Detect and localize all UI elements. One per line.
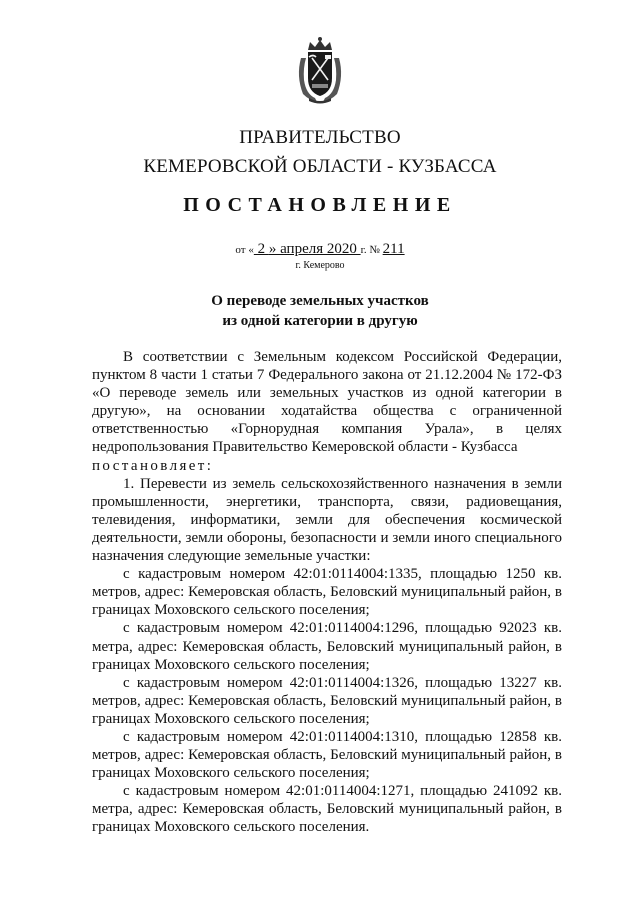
preamble-paragraph: В соответствии с Земельным кодексом Российской Федерации, пунктом 8 части 1 статьи 7 Федерального закона от 21.12.2004 № 172-ФЗ «О переводе земель или земельных участков из одной категории в другую», на основании ходатайства общества с ограниченной ответственностью «Горнорудная компания Урала», в целях недропользования Правительство Кемеровской области - Кузбасса (92, 349, 562, 456)
resolves-word: постановляет: (92, 457, 214, 474)
land-plot-paragraph: с кадастровым номером 42:01:0114004:1271, площадью 241092 кв. метра, адрес: Кемеровская область, Беловский муниципальный район, в границах Моховского сельского поселения. (92, 783, 562, 836)
date-prefix: от « (235, 244, 254, 256)
document-number: 211 (382, 241, 405, 257)
land-plot-paragraph: с кадастровым номером 42:01:0114004:1310, площадью 12858 кв. метров, адрес: Кемеровская область, Беловский муниципальный район, в границах Моховского сельского поселения; (92, 728, 562, 782)
subject-line1: О переводе земельных участков (211, 293, 429, 309)
date-month-year: » апреля 2020 (268, 241, 361, 257)
government-name-line2: КЕМЕРОВСКОЙ ОБЛАСТИ - КУЗБАССА (143, 156, 497, 177)
city-name: г. Кемерово (295, 260, 345, 271)
date-day: 2 (253, 241, 269, 257)
government-name-line1: ПРАВИТЕЛЬСТВО (239, 127, 401, 148)
item-1-paragraph: 1. Перевести из земель сельскохозяйственного назначения в земли промышленности, энергетики, транспорта, связи, радиовещания, телевидения, информатики, земли для обеспечения космической деятельности, земли обороны, безопасности и земли иного специального назначения следующие земельные участки: (92, 475, 562, 565)
number-label: № (366, 244, 383, 256)
land-plot-paragraph: с кадастровым номером 42:01:0114004:1335, площадью 1250 кв. метров, адрес: Кемеровская область, Беловский муниципальный район, в границах Моховского сельского поселения; (92, 566, 562, 619)
document-body (92, 348, 562, 837)
document-type-title: ПОСТАНОВЛЕНИЕ (183, 194, 457, 216)
subject-line2: из одной категории в другую (222, 313, 418, 329)
land-plot-paragraph: с кадастровым номером 42:01:0114004:1326, площадью 13227 кв. метров, адрес: Кемеровская область, Беловский муниципальный район, в границах Моховского сельского поселения; (92, 674, 562, 727)
year-suffix: г. (360, 244, 367, 256)
date-number-line (0, 242, 640, 257)
kuzbass-coat-of-arms-icon (295, 36, 345, 106)
land-plot-paragraph: с кадастровым номером 42:01:0114004:1296, площадью 92023 кв. метра, адрес: Кемеровская область, Беловский муниципальный район, в границах Моховского сельского поселения; (92, 620, 562, 673)
